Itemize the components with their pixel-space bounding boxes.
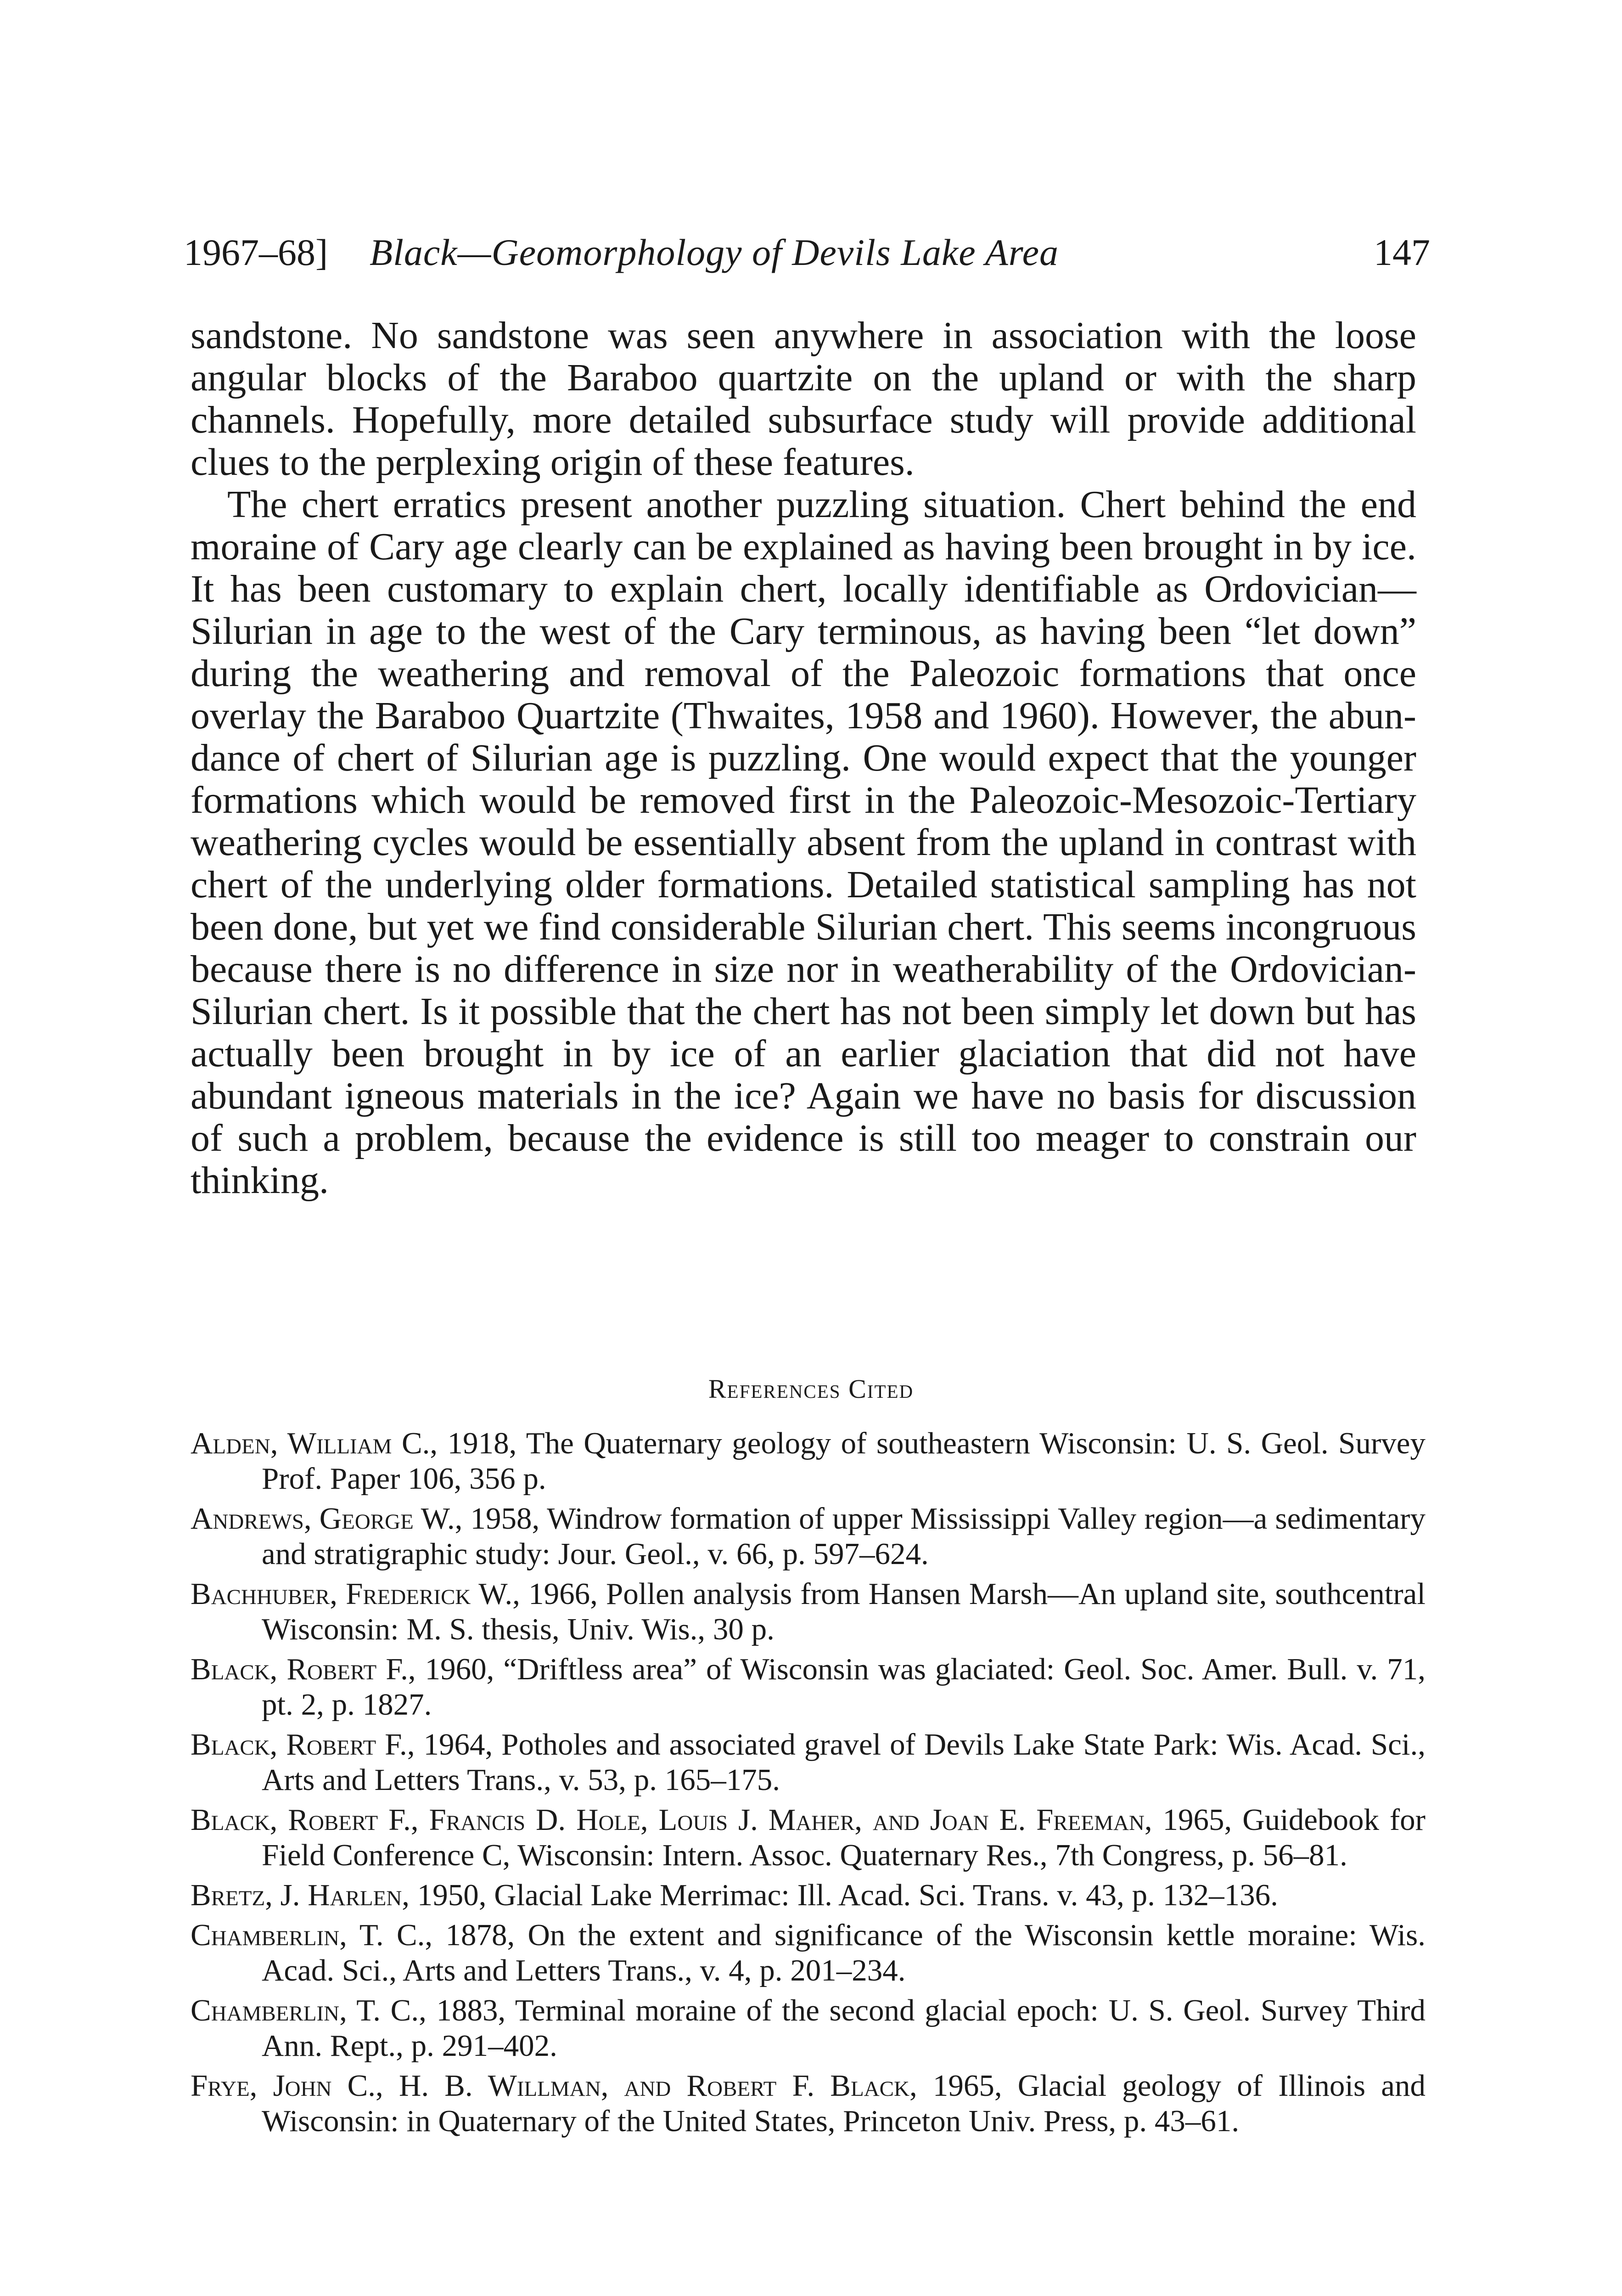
reference-item [191,1878,1426,1913]
reference-item [191,1802,1426,1873]
reference-item [191,1993,1426,2064]
reference-authors: Black, Robert F. [191,1728,407,1761]
reference-authors: Black, Robert F., Francis D. Hole, Louis J. Maher, and Joan E. Freeman [191,1803,1145,1837]
references-list [191,1426,1426,2144]
reference-item [191,2068,1426,2139]
reference-authors: Alden, William C. [191,1426,430,1460]
reference-item [191,1501,1426,1572]
reference-authors: Chamberlin, T. C. [191,1993,419,2027]
reference-authors: Bachhuber, Frederick W. [191,1577,513,1611]
reference-item [191,1918,1426,1988]
reference-item [191,1576,1426,1647]
reference-authors: Frye, John C., H. B. Willman, and Robert F. Black [191,2069,909,2103]
reference-text: , 1878, On the extent and significance of the Wisconsin kettle moraine: Wis. Acad. Sci., Arts and Letters Trans., v. 4, p. 201–234. [262,1918,1426,1987]
running-head-title: Black—Geomorphology of Devils Lake Area [370,231,1059,273]
page-number: 147 [1374,231,1430,273]
reference-item [191,1727,1426,1798]
reference-text: , 1965, Glacial geology of Illinois and Wisconsin: in Quaternary of the United States, Princeton Univ. Press, p. 43–61. [262,2069,1426,2138]
reference-text: , 1964, Potholes and associated gravel of Devils Lake State Park: Wis. Acad. Sci., Arts and Letters Trans., v. 53, p. 165–175. [262,1728,1426,1797]
reference-text: , 1918, The Quaternary geology of southeastern Wisconsin: U. S. Geol. Survey Prof. Paper 106, 356 p. [262,1426,1426,1496]
reference-text: , 1960, “Driftless area” of Wisconsin was glaciated: Geol. Soc. Amer. Bull. v. 71, pt. 2, p. 1827. [262,1652,1426,1722]
body-text [191,315,1416,1202]
running-head-year: 1967–68] [184,231,328,273]
reference-authors: Chamberlin, T. C. [191,1918,425,1952]
reference-authors: Bretz, J. Harlen [191,1878,402,1912]
reference-text: , 1966, Pollen analysis from Hansen Marsh—An upland site, southcentral Wisconsin: M. S. thesis, Univ. Wis., 30 p. [262,1577,1426,1646]
references-heading: References Cited [708,1374,914,1404]
reference-authors: Andrews, George W. [191,1502,455,1536]
reference-authors: Black, Robert F. [191,1652,408,1686]
reference-text: , 1965, Guidebook for Field Conference C, Wisconsin: Intern. Assoc. Quaternary Res., 7th Congress, p. 56–81. [262,1803,1426,1872]
reference-text: , 1883, Terminal moraine of the second glacial epoch: U. S. Geol. Survey Third Ann. Rept., p. 291–402. [262,1993,1426,2063]
running-head [184,225,1430,280]
paragraph: The chert erratics present another puzzling situation. Chert behind the end moraine of Cary age clearly can be explained as having been brought in by ice. It has been customary to explain chert, locally identifiable as Ordovician—Silurian in age to the west of the Cary terminous, as having been “let down” during the weathering and removal of the Paleozoic formations that once overlay the Baraboo Quartzite (Thwaites, 1958 and 1960). However, the abundance of chert of Silurian age is puzzling. One would expect that the younger formations which would be removed first in the Paleozoic-Mesozoic-Tertiary weathering cycles would be essentially absent from the upland in contrast with chert of the underlying older formations. Detailed statistical sampling has not been done, but yet we find considerable Silurian chert. This seems incongruous because there is no difference in size nor in weatherability of the Ordovician-Silurian chert. Is it possible that the chert has not been simply let down but has actually been brought in by ice of an earlier glaciation that did not have abundant igneous materials in the ice? Again we have no basis for discussion of such a problem, because the evidence is still too meager to constrain our thinking. [191,483,1416,1202]
reference-text: , 1950, Glacial Lake Merrimac: Ill. Acad. Sci. Trans. v. 43, p. 132–136. [402,1878,1278,1912]
paragraph: sandstone. No sandstone was seen anywhere in association with the loose angular blocks of the Baraboo quartzite on the upland or with the sharp channels. Hopefully, more detailed subsurface study will provide additional clues to the perplexing origin of these features. [191,314,1416,484]
reference-item [191,1652,1426,1722]
reference-item [191,1426,1426,1497]
reference-text: , 1958, Windrow formation of upper Mississippi Valley region—a sedimentary and stratigraphic study: Jour. Geol., v. 66, p. 597–624. [262,1502,1426,1571]
